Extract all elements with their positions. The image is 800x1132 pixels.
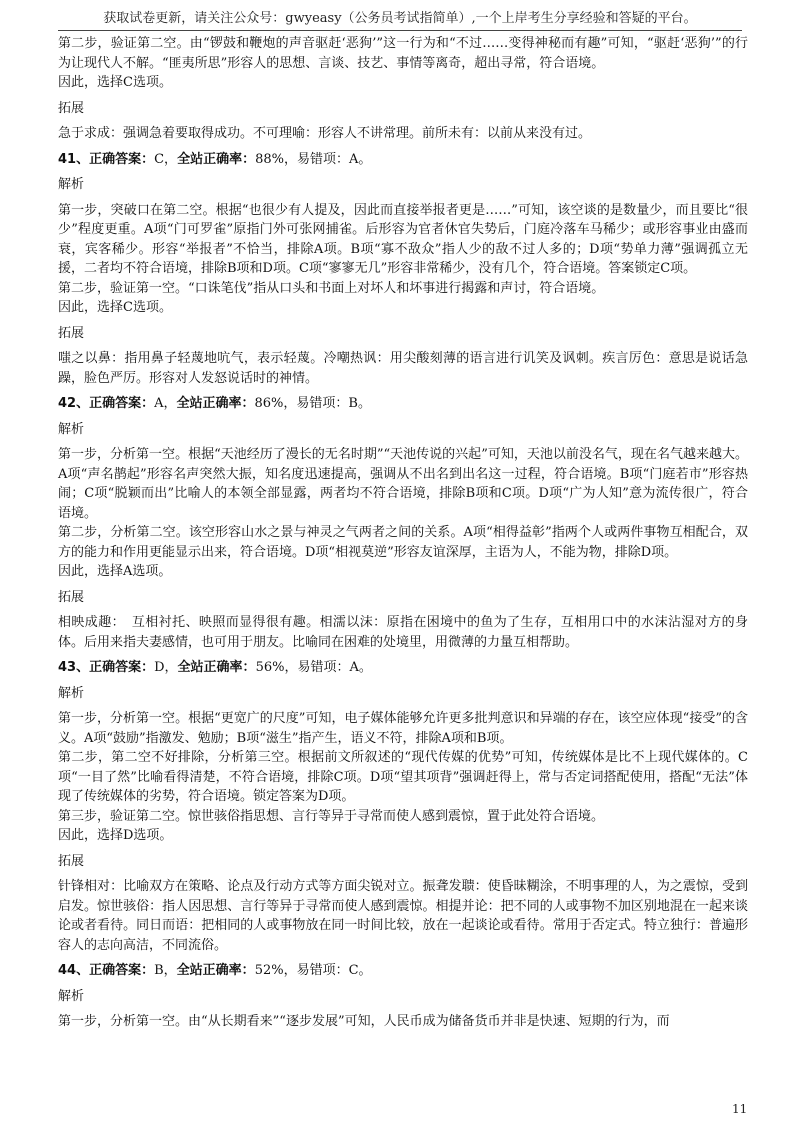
rate-value: 52%，易错项：C。: [254, 963, 372, 978]
answer-label: 正确答案：: [89, 963, 155, 978]
question-answer-header: [58, 394, 748, 414]
answer-label: 正确答案：: [89, 660, 155, 675]
paragraph: 第一步，突破口在第二空。根据“也很少有人提及，因此而直接举报者更是……”可知，该空谈的是数量少，而且要比“很少”程度更重。A项“门可罗雀”原指门外可张网捕雀。后形容为官者休官失势后，门庭冷落车马稀少；或形容事业由盛而衰，宾客稀少。形容“举报者”不恰当，排除A项。B项“寡不敌众”指人少的敌不过人多的；D项“势单力薄”强调孤立无援，二者均不符合语境，排除B项和D项。C项“寥寥无几”形容非常稀少，没有几个，符合语境。答案锁定C项。: [58, 202, 748, 276]
paragraph: 相映成趣： 互相衬托、映照而显得很有趣。相濡以沫：原指在困境中的鱼为了生存，互相用口中的水沫沾湿对方的身体。后用来指夫妻感情，也可用于朋友。比喻同在困难的处境里，用微薄的力量互相帮助。: [58, 615, 748, 650]
section-label: 解析: [58, 421, 85, 437]
rate-value: 56%，易错项：A。: [255, 660, 372, 675]
paragraph: 急于求成：强调急着要取得成功。不可理喻：形容人不讲常理。前所未有：以前从来没有过。: [58, 126, 592, 141]
answer-value: D，: [154, 660, 178, 675]
section-label: 拓展: [58, 325, 85, 341]
question-number: 41、: [58, 151, 90, 167]
paragraph: 第一步，分析第一空。由“从长期看来”“逐步发展”可知，人民币成为储备货币并非是快速、短期的行为，而: [58, 1014, 670, 1029]
paragraph: 因此，选择C选项。: [58, 75, 172, 90]
question-number: 44、: [58, 963, 90, 978]
answer-value: A，: [154, 396, 177, 411]
rate-label: 全站正确率：: [177, 151, 256, 167]
paragraph: 第二步，分析第二空。该空形容山水之景与神灵之气两者之间的关系。A项“相得益彰”指两个人或两件事物互相配合，双方的能力和作用更能显示出来，符合语境。D项“相视莫逆”形容友谊深厚，主语为人，不能为物，排除D项。: [58, 525, 748, 560]
paragraph: 因此，选择A选项。: [58, 564, 172, 579]
section-label: 拓展: [58, 589, 85, 605]
header-rule: [58, 30, 742, 31]
document-body: [58, 34, 748, 1032]
section-label: 拓展: [58, 853, 85, 869]
paragraph: 第三步，验证第二空。惊世骇俗指思想、言行等异于寻常而使人感到震惊，置于此处符合语境。: [58, 808, 605, 824]
question-answer-header: [58, 961, 748, 981]
section-label: 解析: [58, 177, 85, 192]
paragraph: 嗤之以鼻：指用鼻子轻蔑地吭气，表示轻蔑。冷嘲热讽：用尖酸刻薄的语言进行讥笑及讽刺。疾言厉色：意思是说话急躁，脸色严厉。形容对人发怒说话时的神情。: [58, 351, 748, 386]
section-label: 解析: [58, 685, 85, 701]
paragraph: 第二步，第二空不好排除，分析第三空。根据前文所叙述的“现代传媒的优势”可知，传统媒体是比不上现代媒体的。C项“一目了然”比喻看得清楚，不符合语境，排除C项。D项“望其项背”强调赶得上，常与否定词搭配使用，搭配“无法”体现了传统媒体的劣势，符合语境。锁定答案为D项。: [58, 750, 748, 804]
page-number: 11: [732, 1102, 748, 1116]
page-header: 获取试卷更新，请关注公众号：gwyeasy（公务员考试指简单）,一个上岸考生分享经验和答疑的平台。: [103, 11, 697, 26]
paragraph: 因此，选择D选项。: [58, 828, 173, 843]
answer-value: B，: [154, 963, 177, 978]
paragraph: 第一步，分析第一空。根据“更宽广的尺度”可知，电子媒体能够允许更多批判意识和异端的存在，该空应体现“接受”的含义。A项“鼓励”指激发、勉励；B项“滋生”指产生，语义不符，排除A项和B项。: [58, 711, 748, 746]
paragraph: 第二步，验证第一空。“口诛笔伐”指从口头和书面上对坏人和坏事进行揭露和声讨，符合语境。: [58, 280, 605, 296]
answer-value: C，: [154, 151, 178, 167]
rate-label: 全站正确率：: [176, 396, 255, 411]
rate-label: 全站正确率：: [176, 963, 255, 978]
question-number: 42、: [58, 396, 90, 411]
paragraph: 因此，选择C选项。: [58, 300, 172, 315]
section-label: 解析: [58, 988, 85, 1004]
paragraph: 第一步，分析第一空。根据“天池经历了漫长的无名时期”“天池传说的兴起”可知，天池以前没名气，现在名气越来越大。A项“声名鹊起”形容名声突然大振，知名度迅速提高，强调从不出名到出名这一过程，符合语境。B项“门庭若市”形容热闹；C项“脱颖而出”比喻人的本领全部显露，两者均不符合语境，排除B项和C项。D项“广为人知”意为流传很广，符合语境。: [58, 447, 748, 521]
rate-label: 全站正确率：: [177, 660, 256, 675]
paragraph: 第二步，验证第二空。由“锣鼓和鞭炮的声音驱赶‘恶狗’”这一行为和“不过……变得神秘而有趣”可知，“驱赶‘恶狗’”的行为让现代人不解。“匪夷所思”形容人的思想、言谈、技艺、事情等离奇，超出寻常，符合语境。: [58, 36, 748, 71]
rate-value: 86%，易错项：B。: [254, 396, 371, 411]
answer-label: 正确答案：: [89, 151, 155, 167]
question-number: 43、: [58, 660, 90, 675]
question-answer-header: [58, 658, 748, 678]
rate-value: 88%，易错项：A。: [255, 151, 372, 167]
paragraph: 针锋相对：比喻双方在策略、论点及行动方式等方面尖锐对立。振聋发聩：使昏昧糊涂，不明事理的人，为之震惊，受到启发。惊世骇俗：指人因思想、言行等异于寻常而使人感到震惊。相提并论：把不同的人或事物不加区别地混在一起来谈论或者看待。同日而语：把相同的人或事物放在同一时间比较，放在一起谈论或看待。常用于否定式。特立独行：普遍形容人的志向高洁，不同流俗。: [58, 879, 748, 953]
question-answer-header: [58, 150, 748, 170]
answer-label: 正确答案：: [89, 396, 155, 411]
section-label: 拓展: [58, 100, 85, 116]
